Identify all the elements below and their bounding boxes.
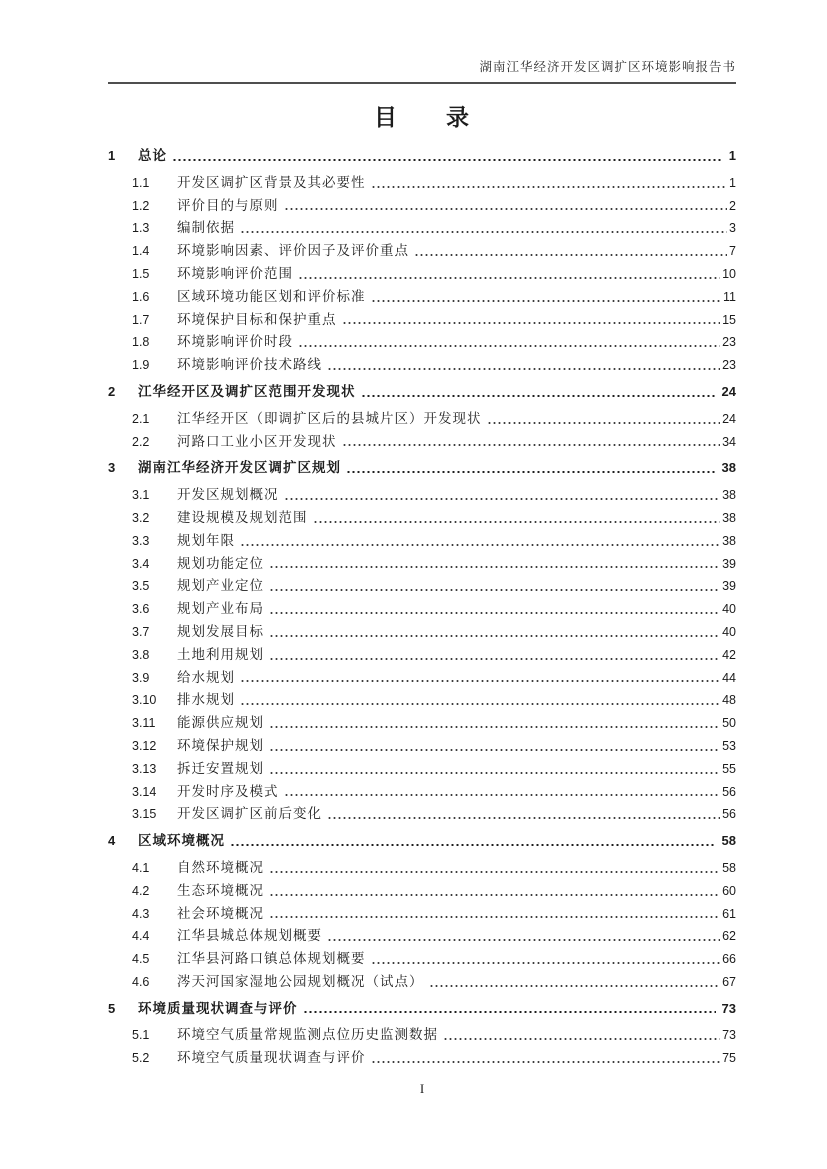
toc-entry-title: 环境影响评价技术路线 bbox=[177, 357, 322, 373]
toc-dot-leader bbox=[240, 530, 720, 553]
toc-entry-page: 58 bbox=[721, 833, 736, 849]
toc-entry[interactable] bbox=[108, 735, 736, 758]
toc-entry-number: 1.9 bbox=[132, 358, 150, 373]
toc-entry-number: 3.12 bbox=[132, 738, 157, 753]
toc-entry-title: 河路口工业小区开发现状 bbox=[177, 433, 337, 449]
toc-entry-number: 5.1 bbox=[132, 1028, 150, 1043]
toc-dot-leader bbox=[269, 644, 720, 667]
toc-entry-title: 给水规划 bbox=[177, 669, 235, 685]
toc-entry-number: 3.1 bbox=[132, 488, 150, 503]
toc-entry-title: 开发区调扩区前后变化 bbox=[177, 806, 322, 822]
toc-entry-title: 湖南江华经济开发区调扩区规划 bbox=[138, 460, 341, 476]
toc-entry[interactable] bbox=[108, 263, 736, 286]
toc-entry-page: 62 bbox=[722, 929, 736, 944]
toc-entry-page: 11 bbox=[723, 289, 736, 304]
toc-entry[interactable] bbox=[108, 145, 736, 168]
toc-entry-title: 编制依据 bbox=[177, 220, 235, 236]
toc-entry[interactable] bbox=[108, 830, 736, 853]
toc-dot-leader bbox=[284, 484, 721, 507]
toc-entry[interactable] bbox=[108, 575, 736, 598]
toc-entry[interactable] bbox=[108, 857, 736, 880]
toc-dot-leader bbox=[284, 195, 728, 218]
footer-page-number: I bbox=[419, 1081, 425, 1096]
toc-entry-title: 自然环境概况 bbox=[177, 859, 264, 875]
toc-entry-number: 1 bbox=[108, 148, 116, 163]
toc-dot-leader bbox=[443, 1024, 720, 1047]
toc-entry[interactable] bbox=[108, 998, 736, 1021]
toc-entry-number: 3.10 bbox=[132, 693, 157, 708]
page-title: 目 录 bbox=[374, 105, 470, 130]
toc-dot-leader bbox=[303, 998, 716, 1021]
toc-entry[interactable] bbox=[108, 309, 736, 332]
toc-entry-page: 23 bbox=[722, 358, 736, 373]
toc-entry-number: 1.5 bbox=[132, 266, 150, 281]
toc-entry-page: 39 bbox=[722, 556, 736, 571]
toc-entry-page: 66 bbox=[722, 952, 736, 967]
toc-dot-leader bbox=[361, 381, 716, 404]
toc-entry-title: 江华经开区（即调扩区后的县城片区）开发现状 bbox=[177, 410, 482, 426]
toc-dot-leader bbox=[269, 903, 720, 926]
toc-entry-page: 39 bbox=[722, 579, 736, 594]
toc-entry[interactable] bbox=[108, 381, 736, 404]
toc-entry[interactable] bbox=[108, 803, 736, 826]
toc-dot-leader bbox=[487, 408, 721, 431]
toc-dot-leader bbox=[269, 857, 720, 880]
toc-entry-page: 40 bbox=[722, 624, 736, 639]
toc-entry-number: 1.2 bbox=[132, 198, 150, 213]
toc-dot-leader bbox=[342, 431, 721, 454]
toc-entry-page: 42 bbox=[722, 647, 736, 662]
toc-entry-title: 规划产业定位 bbox=[177, 578, 264, 594]
toc-dot-leader bbox=[230, 830, 716, 853]
toc-entry[interactable] bbox=[108, 667, 736, 690]
toc-entry[interactable] bbox=[108, 925, 736, 948]
toc-dot-leader bbox=[269, 598, 720, 621]
toc-entry[interactable] bbox=[108, 948, 736, 971]
toc-entry-title: 环境保护目标和保护重点 bbox=[177, 311, 337, 327]
toc-entry-number: 1.4 bbox=[132, 244, 150, 259]
toc-entry-number: 2.2 bbox=[132, 434, 150, 449]
toc-entry-number: 3.7 bbox=[132, 624, 150, 639]
toc-entry-page: 55 bbox=[722, 761, 736, 776]
toc-entry-number: 3.14 bbox=[132, 784, 157, 799]
toc-entry-title: 开发区调扩区背景及其必要性 bbox=[177, 174, 366, 190]
toc-entry[interactable] bbox=[108, 781, 736, 804]
toc-entry-number: 4.1 bbox=[132, 860, 150, 875]
toc-dot-leader bbox=[172, 145, 723, 168]
toc-dot-leader bbox=[371, 172, 728, 195]
toc-entry[interactable] bbox=[108, 621, 736, 644]
toc-entry-number: 3 bbox=[108, 460, 116, 476]
toc-entry-page: 2 bbox=[729, 198, 736, 213]
toc-entry-page: 24 bbox=[721, 383, 736, 399]
toc-entry-page: 73 bbox=[721, 1000, 736, 1016]
toc-dot-leader bbox=[269, 575, 720, 598]
toc-entry-number: 4.6 bbox=[132, 974, 150, 989]
toc-entry-title: 环境质量现状调查与评价 bbox=[138, 1000, 298, 1016]
page-header-text: 湖南江华经济开发区调扩区环境影响报告书 bbox=[108, 57, 736, 84]
toc-entry[interactable] bbox=[108, 971, 736, 994]
toc-entry-title: 规划发展目标 bbox=[177, 623, 264, 639]
toc-entry-number: 3.13 bbox=[132, 761, 157, 776]
toc-dot-leader bbox=[269, 712, 720, 735]
toc-dot-leader bbox=[371, 948, 721, 971]
toc-entry-number: 4.5 bbox=[132, 952, 150, 967]
toc-entry-title: 评价目的与原则 bbox=[177, 197, 279, 213]
toc-entry-title: 总论 bbox=[138, 148, 167, 163]
toc-entry-title: 涔天河国家湿地公园规划概况（试点） bbox=[177, 973, 424, 989]
toc-entry[interactable] bbox=[108, 903, 736, 926]
toc-entry[interactable] bbox=[108, 598, 736, 621]
toc-entry[interactable] bbox=[108, 457, 736, 480]
toc-entry-number: 5.2 bbox=[132, 1051, 150, 1066]
toc-entry-page: 61 bbox=[722, 906, 736, 921]
toc-entry-number: 1.8 bbox=[132, 335, 150, 350]
toc-entry-title: 环境影响因素、评价因子及评价重点 bbox=[177, 243, 409, 259]
toc-entry-page: 73 bbox=[722, 1028, 736, 1043]
toc-entry-page: 67 bbox=[722, 974, 736, 989]
toc-entry[interactable] bbox=[108, 644, 736, 667]
toc-dot-leader bbox=[269, 880, 720, 903]
toc-entry-title: 规划产业布局 bbox=[177, 601, 264, 617]
toc-entry-title: 能源供应规划 bbox=[177, 715, 264, 731]
toc-entry-page: 15 bbox=[722, 312, 736, 327]
toc-entry[interactable] bbox=[108, 712, 736, 735]
toc-dot-leader bbox=[298, 331, 720, 354]
toc-entry[interactable] bbox=[108, 408, 736, 431]
toc-entry-page: 56 bbox=[722, 784, 736, 799]
toc-entry[interactable] bbox=[108, 195, 736, 218]
toc-entry[interactable] bbox=[108, 507, 736, 530]
toc-entry-page: 53 bbox=[722, 738, 736, 753]
toc-entry-page: 1 bbox=[729, 175, 736, 190]
toc-entry[interactable] bbox=[108, 758, 736, 781]
toc-entry-number: 3.4 bbox=[132, 556, 150, 571]
toc-entry[interactable] bbox=[108, 217, 736, 240]
toc-entry-page: 38 bbox=[722, 510, 736, 525]
toc-entry-page: 38 bbox=[722, 488, 736, 503]
toc-entry-title: 社会环境概况 bbox=[177, 905, 264, 921]
toc-dot-leader bbox=[269, 758, 720, 781]
toc-entry-number: 3.9 bbox=[132, 670, 150, 685]
toc-entry[interactable] bbox=[108, 172, 736, 195]
toc-entry-page: 38 bbox=[722, 533, 736, 548]
toc-list bbox=[108, 145, 736, 1070]
toc-dot-leader bbox=[371, 1047, 721, 1070]
toc-entry[interactable] bbox=[108, 553, 736, 576]
toc-entry-title: 江华经开区及调扩区范围开发现状 bbox=[138, 383, 356, 399]
toc-entry-page: 7 bbox=[729, 244, 736, 259]
toc-entry-page: 23 bbox=[722, 335, 736, 350]
toc-dot-leader bbox=[298, 263, 720, 286]
toc-entry-title: 江华县城总体规划概要 bbox=[177, 928, 322, 944]
toc-entry[interactable] bbox=[108, 354, 736, 377]
toc-dot-leader bbox=[414, 240, 727, 263]
toc-dot-leader bbox=[269, 553, 720, 576]
toc-entry-title: 江华县河路口镇总体规划概要 bbox=[177, 951, 366, 967]
toc-dot-leader bbox=[327, 354, 720, 377]
toc-entry-title: 生态环境概况 bbox=[177, 882, 264, 898]
toc-entry-number: 2 bbox=[108, 383, 116, 399]
toc-entry-number: 3.5 bbox=[132, 579, 150, 594]
toc-entry-page: 50 bbox=[722, 716, 736, 731]
toc-entry[interactable] bbox=[108, 880, 736, 903]
toc-entry-page: 40 bbox=[722, 602, 736, 617]
toc-entry[interactable] bbox=[108, 1047, 736, 1070]
toc-dot-leader bbox=[240, 217, 727, 240]
toc-entry-title: 拆迁安置规划 bbox=[177, 760, 264, 776]
toc-entry-title: 规划功能定位 bbox=[177, 555, 264, 571]
toc-entry-title: 排水规划 bbox=[177, 692, 235, 708]
toc-entry-number: 2.1 bbox=[132, 411, 150, 426]
toc-entry-number: 4.2 bbox=[132, 883, 150, 898]
toc-dot-leader bbox=[327, 803, 720, 826]
toc-entry-title: 区域环境概况 bbox=[138, 833, 225, 849]
toc-dot-leader bbox=[269, 735, 720, 758]
toc-entry-number: 4.4 bbox=[132, 929, 150, 944]
toc-entry-title: 环境空气质量常规监测点位历史监测数据 bbox=[177, 1027, 438, 1043]
toc-entry-title: 土地利用规划 bbox=[177, 646, 264, 662]
toc-entry[interactable] bbox=[108, 331, 736, 354]
toc-entry-title: 环境保护规划 bbox=[177, 737, 264, 753]
toc-dot-leader bbox=[269, 621, 720, 644]
toc-entry-title: 环境影响评价时段 bbox=[177, 334, 293, 350]
toc-dot-leader bbox=[371, 286, 722, 309]
toc-entry-number: 4 bbox=[108, 833, 116, 849]
toc-entry-title: 开发区规划概况 bbox=[177, 487, 279, 503]
toc-entry[interactable] bbox=[108, 286, 736, 309]
toc-dot-leader bbox=[313, 507, 721, 530]
toc-entry-number: 1.6 bbox=[132, 289, 150, 304]
toc-dot-leader bbox=[429, 971, 721, 994]
toc-entry-page: 44 bbox=[722, 670, 736, 685]
toc-entry-page: 1 bbox=[728, 148, 736, 163]
toc-entry-page: 24 bbox=[722, 411, 736, 426]
toc-entry[interactable] bbox=[108, 1024, 736, 1047]
toc-entry-title: 规划年限 bbox=[177, 532, 235, 548]
toc-entry-number: 3.3 bbox=[132, 533, 150, 548]
toc-dot-leader bbox=[240, 689, 720, 712]
toc-entry-page: 10 bbox=[722, 266, 736, 281]
toc-entry-page: 38 bbox=[721, 460, 736, 476]
toc-entry[interactable] bbox=[108, 240, 736, 263]
toc-entry-title: 建设规模及规划范围 bbox=[177, 509, 308, 525]
toc-entry-number: 1.3 bbox=[132, 221, 150, 236]
toc-dot-leader bbox=[327, 925, 720, 948]
toc-entry[interactable] bbox=[108, 530, 736, 553]
toc-entry-number: 3.8 bbox=[132, 647, 150, 662]
toc-entry[interactable] bbox=[108, 484, 736, 507]
toc-entry-page: 58 bbox=[722, 860, 736, 875]
toc-entry-title: 环境空气质量现状调查与评价 bbox=[177, 1050, 366, 1066]
toc-entry-number: 3.15 bbox=[132, 807, 157, 822]
toc-entry-title: 环境影响评价范围 bbox=[177, 265, 293, 281]
toc-entry-page: 75 bbox=[722, 1051, 736, 1066]
toc-entry-page: 3 bbox=[729, 221, 736, 236]
toc-entry-number: 1.1 bbox=[132, 175, 150, 190]
toc-entry-number: 5 bbox=[108, 1000, 116, 1016]
toc-dot-leader bbox=[342, 309, 721, 332]
toc-entry[interactable] bbox=[108, 431, 736, 454]
toc-entry-number: 3.6 bbox=[132, 602, 150, 617]
toc-entry-page: 48 bbox=[722, 693, 736, 708]
toc-dot-leader bbox=[346, 457, 716, 480]
toc-dot-leader bbox=[284, 781, 721, 804]
toc-entry-title: 区域环境功能区划和评价标准 bbox=[177, 288, 366, 304]
page-content bbox=[108, 99, 736, 1070]
toc-dot-leader bbox=[240, 667, 720, 690]
toc-entry-page: 60 bbox=[722, 883, 736, 898]
toc-entry-page: 56 bbox=[722, 807, 736, 822]
toc-entry-number: 1.7 bbox=[132, 312, 150, 327]
toc-entry-number: 3.2 bbox=[132, 510, 150, 525]
toc-entry-title: 开发时序及模式 bbox=[177, 783, 279, 799]
toc-entry[interactable] bbox=[108, 689, 736, 712]
toc-entry-number: 4.3 bbox=[132, 906, 150, 921]
toc-entry-number: 3.11 bbox=[132, 716, 156, 731]
toc-entry-page: 34 bbox=[722, 434, 736, 449]
